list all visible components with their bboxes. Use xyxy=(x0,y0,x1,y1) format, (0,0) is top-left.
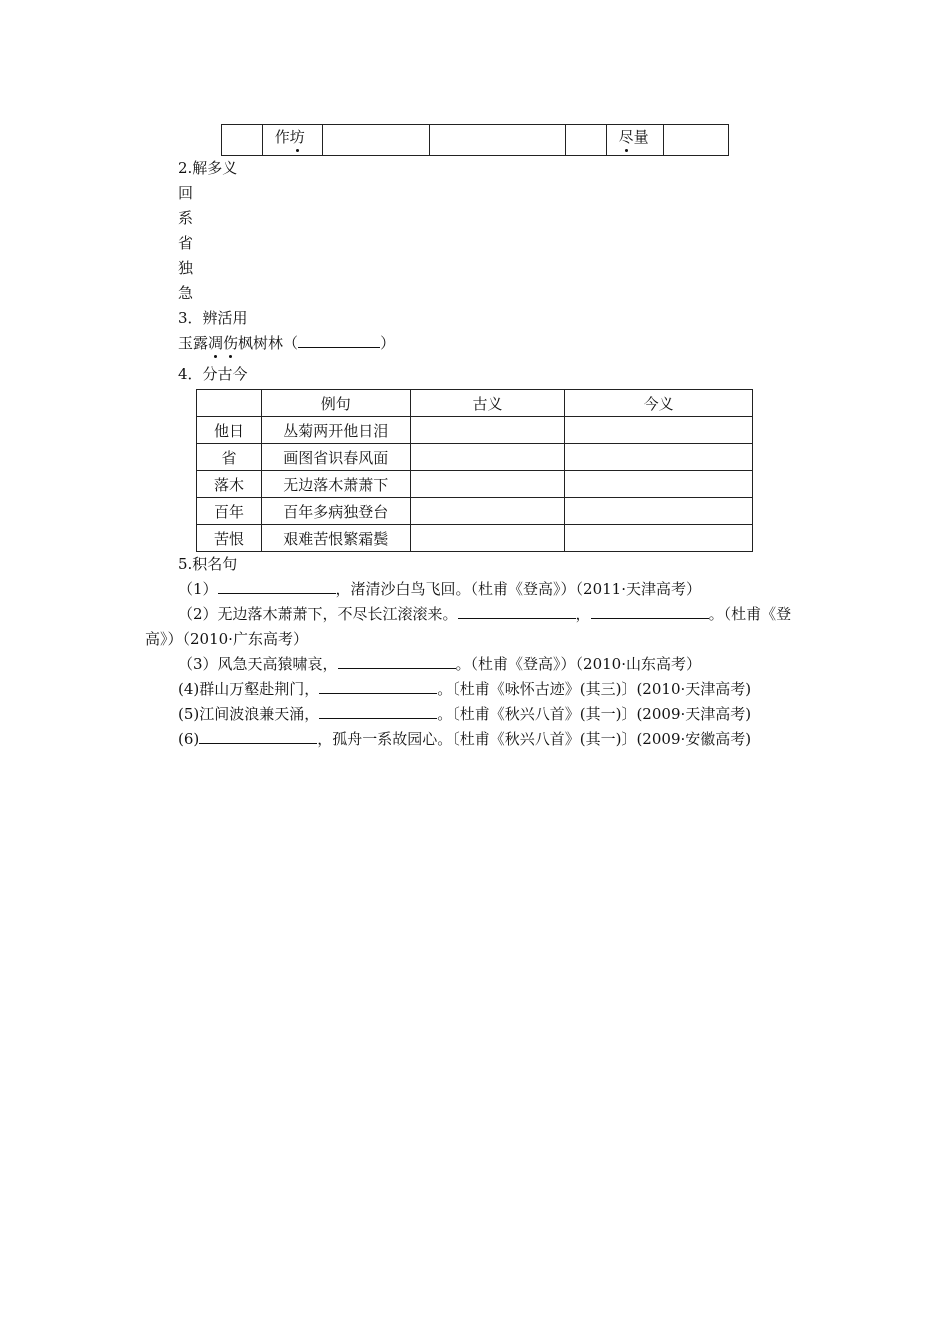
item-number: （1） xyxy=(178,580,218,598)
table-cell: 作坊 xyxy=(262,125,322,156)
quote-item-1 xyxy=(178,578,701,599)
polysemy-word: 系 xyxy=(178,209,194,227)
polysemy-word: 急 xyxy=(178,284,194,302)
table-row xyxy=(197,417,753,444)
ancient-meaning-cell xyxy=(410,444,565,471)
example-cell: 丛菊两开他日泪 xyxy=(261,417,410,444)
header-cell: 古义 xyxy=(410,390,565,417)
example-cell: 画图省识春风面 xyxy=(261,444,410,471)
item-text: 。（杜甫《登 xyxy=(708,605,792,623)
word-cell: 苦恨 xyxy=(197,525,262,552)
item-text: 。〔杜甫《秋兴八首》(其一)〕(2009·天津高考) xyxy=(437,705,752,723)
meaning-table xyxy=(196,389,753,552)
item-number: (4)群山万壑赴荆门， xyxy=(178,680,320,698)
item-number: （2）无边落木萧萧下，不尽长江滚滚来。 xyxy=(178,605,458,623)
quote-item-5 xyxy=(178,703,751,724)
example-cell: 艰难苦恨繁霜鬓 xyxy=(261,525,410,552)
polysemy-word: 回 xyxy=(178,184,194,202)
table-header-row xyxy=(197,390,753,417)
word-cell: 落木 xyxy=(197,471,262,498)
quote-item-3 xyxy=(178,653,701,674)
close-paren: ） xyxy=(380,334,396,352)
sentence-prefix: 玉露 xyxy=(178,334,209,352)
top-table xyxy=(221,124,729,156)
table-row xyxy=(197,444,753,471)
item-text: ， xyxy=(575,605,591,623)
emphasis-char: 尽 xyxy=(618,128,634,146)
modern-meaning-cell xyxy=(565,444,753,471)
word-cell: 省 xyxy=(197,444,262,471)
answer-blank xyxy=(218,578,336,594)
table-row xyxy=(197,498,753,525)
example-cell: 无边落木萧萧下 xyxy=(261,471,410,498)
ancient-meaning-cell xyxy=(410,417,565,444)
item-text: 。〔杜甫《咏怀古迹》(其三)〕(2010·天津高考) xyxy=(437,680,752,698)
emphasis-char: 坊 xyxy=(289,128,305,146)
table-cell xyxy=(664,125,729,156)
quote-item-2 xyxy=(178,603,791,624)
table-cell xyxy=(429,125,565,156)
modern-meaning-cell xyxy=(565,471,753,498)
answer-blank xyxy=(591,603,709,619)
table-row xyxy=(222,125,729,156)
quote-item-2-wrap: 高》）（2010·广东高考） xyxy=(145,630,308,648)
word-cell: 他日 xyxy=(197,417,262,444)
answer-blank xyxy=(458,603,576,619)
section-5-heading: 5.积名句 xyxy=(178,555,238,573)
table-row xyxy=(197,525,753,552)
table-row xyxy=(197,471,753,498)
ancient-meaning-cell xyxy=(410,471,565,498)
table-cell xyxy=(322,125,429,156)
answer-blank xyxy=(338,653,456,669)
item-number: （3）风急天高猿啸哀， xyxy=(178,655,338,673)
answer-blank xyxy=(199,728,317,744)
item-text: 。（杜甫《登高》）（2010·山东高考） xyxy=(455,655,701,673)
word-cell: 百年 xyxy=(197,498,262,525)
item-text: ，渚清沙白鸟飞回。（杜甫《登高》）（2011·天津高考） xyxy=(335,580,701,598)
modern-meaning-cell xyxy=(565,417,753,444)
item-number: (5)江间波浪兼天涌， xyxy=(178,705,320,723)
answer-blank xyxy=(319,703,437,719)
polysemy-word: 省 xyxy=(178,234,194,252)
modern-meaning-cell xyxy=(565,525,753,552)
quote-item-4 xyxy=(178,678,751,699)
section-4-heading: 4．分古今 xyxy=(178,365,248,383)
item-text: ，孤舟一系故园心。〔杜甫《秋兴八首》(其一)〕(2009·安徽高考) xyxy=(317,730,752,748)
dotted-word: 凋伤 xyxy=(208,334,239,352)
ancient-meaning-cell xyxy=(410,525,565,552)
quote-item-6 xyxy=(178,728,751,749)
answer-blank xyxy=(319,678,437,694)
example-cell: 百年多病独登台 xyxy=(261,498,410,525)
table-cell xyxy=(565,125,606,156)
header-cell: 今义 xyxy=(565,390,753,417)
polysemy-word: 独 xyxy=(178,259,194,277)
section-3-sentence xyxy=(178,332,395,353)
section-2-heading: 2.解多义 xyxy=(178,159,238,177)
header-cell xyxy=(197,390,262,417)
modern-meaning-cell xyxy=(565,498,753,525)
item-number: (6) xyxy=(178,730,200,748)
ancient-meaning-cell xyxy=(410,498,565,525)
section-3-heading: 3．辨活用 xyxy=(178,309,248,327)
header-cell: 例句 xyxy=(261,390,410,417)
table-cell xyxy=(222,125,263,156)
table-cell: 尽量 xyxy=(606,125,664,156)
answer-blank xyxy=(298,332,380,348)
sentence-suffix: 枫树林（ xyxy=(238,334,299,352)
